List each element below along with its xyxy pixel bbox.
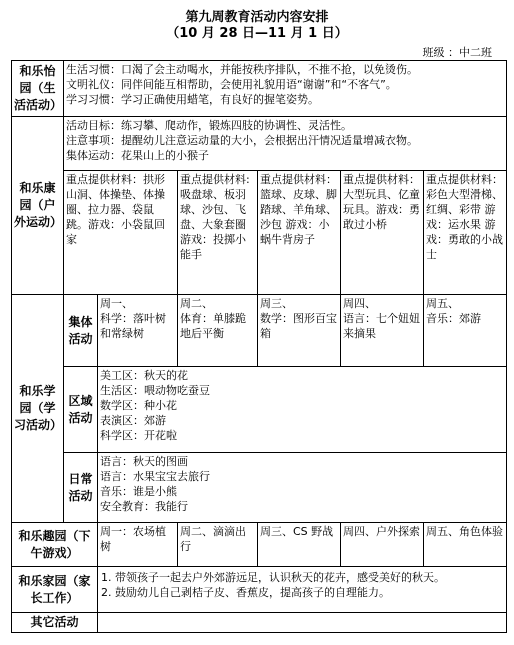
study-group-fri xyxy=(424,295,507,367)
day-label: 周二、 xyxy=(180,297,213,310)
class-label: 班级 ：中二班 xyxy=(422,46,492,59)
daily-line: 语言：水果宝宝去旅行 xyxy=(100,470,210,483)
games-mon xyxy=(98,523,178,567)
study-area-content xyxy=(98,367,507,453)
section-life-content xyxy=(64,61,507,117)
outdoor-cell-text: 重点提供材料：篮球、皮球、脚踏球、羊角球、沙包 游戏：小蜗牛背房子 xyxy=(260,173,337,246)
section-home-title: 和乐家园（家长工作） xyxy=(12,567,98,613)
section-life-title: 和乐怡园（生活活动） xyxy=(12,61,64,117)
games-tue xyxy=(178,523,258,567)
study-group-wed xyxy=(258,295,341,367)
lesson-text: 音乐：郊游 xyxy=(426,312,481,325)
outdoor-line: 集体运动：花果山上的小猴子 xyxy=(66,149,209,162)
daily-line: 语言：秋天的图画 xyxy=(100,455,188,468)
lesson-text: 科学：落叶树和常绿树 xyxy=(100,312,166,340)
daily-line: 安全教育：我能行 xyxy=(100,500,188,513)
game-text: 周一：农场植树 xyxy=(100,525,166,553)
area-line: 生活区：喂动物吃蚕豆 xyxy=(100,384,210,397)
area-line: 美工区：秋天的花 xyxy=(100,369,188,382)
outdoor-cell-text: 重点提供材料：大型玩具、亿童玩具。游戏：勇敢过小桥 xyxy=(343,173,420,231)
home-line: 2. 鼓励幼儿自己剥桔子皮、香蕉皮，提高孩子的自理能力。 xyxy=(101,586,390,599)
study-daily-label: 日常活动 xyxy=(64,453,98,523)
outdoor-cell-thu xyxy=(341,171,424,295)
study-group-mon xyxy=(98,295,178,367)
life-line: 学习习惯：学习正确使用蜡笔，有良好的握笔姿势。 xyxy=(66,93,319,106)
game-text: 周四、户外探索 xyxy=(343,525,420,538)
outdoor-line: 注意事项：提醒幼儿注意运动量的大小，会根据出汗情况适量增减衣物。 xyxy=(66,134,418,147)
lesson-text: 体育：单膝跪地后平衡 xyxy=(180,312,246,340)
outdoor-cell-text: 重点提供材料：拱形山洞、体操垫、体操圈、拉力器、袋鼠跳。游戏：小袋鼠回家 xyxy=(66,173,165,246)
life-line: 文明礼仪：同伴间能互相帮助，会使用礼貌用语“谢谢”和“不客气”。 xyxy=(66,78,397,91)
day-label: 周五、 xyxy=(426,297,459,310)
life-line: 生活习惯：口渴了会主动喝水，并能按秩序排队，不推不抢，以免烫伤。 xyxy=(66,63,418,76)
outdoor-line: 活动目标：练习攀、爬动作，锻炼四肢的协调性、灵活性。 xyxy=(66,119,352,132)
games-thu xyxy=(341,523,424,567)
lesson-text: 语言：七个妞妞来摘果 xyxy=(343,312,420,340)
day-label: 周四、 xyxy=(343,297,376,310)
section-home-content xyxy=(98,567,507,613)
study-group-tue xyxy=(178,295,258,367)
day-label: 周三、 xyxy=(260,297,293,310)
area-line: 科学区：开花啦 xyxy=(100,429,177,442)
outdoor-cell-fri xyxy=(424,171,507,295)
section-other-title: 其它活动 xyxy=(12,613,98,633)
section-outdoor-goals xyxy=(64,117,507,171)
day-label: 周一、 xyxy=(100,297,133,310)
study-group-label: 集体活动 xyxy=(64,295,98,367)
schedule-table xyxy=(11,60,507,633)
home-line: 1. 带领孩子一起去户外郊游远足，认识秋天的花卉，感受美好的秋天。 xyxy=(101,571,445,584)
study-daily-content xyxy=(98,453,507,523)
outdoor-cell-wed xyxy=(258,171,341,295)
outdoor-cell-mon xyxy=(64,171,178,295)
section-outdoor-title: 和乐康园（户外运动） xyxy=(12,117,64,295)
outdoor-cell-tue xyxy=(178,171,258,295)
lesson-text: 数学：图形百宝箱 xyxy=(260,312,337,340)
study-group-thu xyxy=(341,295,424,367)
games-wed xyxy=(258,523,341,567)
game-text: 周五、角色体验 xyxy=(426,525,503,538)
study-area-label: 区域活动 xyxy=(64,367,98,453)
outdoor-cell-text: 重点提供材料：彩色大型滑梯、红绸、彩带 游戏：运水果 游戏：勇敢的小战士 xyxy=(426,173,503,261)
daily-line: 音乐：谁是小熊 xyxy=(100,485,177,498)
area-line: 表演区：郊游 xyxy=(100,414,166,427)
page-title: 第九周教育活动内容安排 xyxy=(185,10,329,25)
area-line: 数学区：种小花 xyxy=(100,399,177,412)
game-text: 周二、滴滴出行 xyxy=(180,525,246,553)
section-games-title: 和乐趣园（下午游戏） xyxy=(12,523,98,567)
games-fri xyxy=(424,523,507,567)
date-range: （10 月 28 日—11 月 1 日） xyxy=(166,26,348,41)
game-text: 周三、CS 野战 xyxy=(260,525,334,538)
outdoor-cell-text: 重点提供材料:吸盘球、板羽球、沙包、飞盘、大象套圈 游戏：投掷小能手 xyxy=(180,173,250,261)
section-study-title: 和乐学园（学习活动） xyxy=(12,295,64,523)
section-other-content xyxy=(98,613,507,633)
